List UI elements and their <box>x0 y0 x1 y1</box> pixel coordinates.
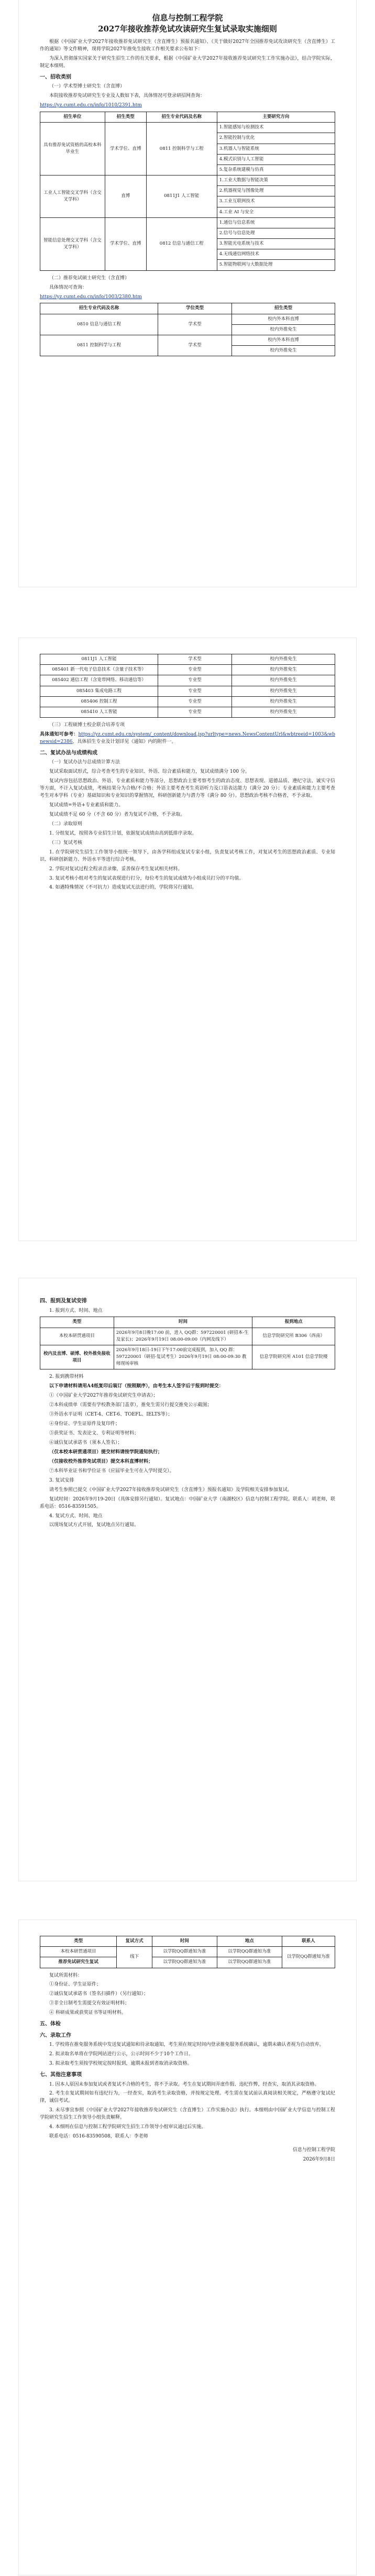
table-cell: 信息学院研究所 B306（西南） <box>252 1328 335 1345</box>
table-cell: 085402 通信工程（含宽带网络、移动通信等） <box>40 675 158 686</box>
materials-item: ①《中国矿业大学2027年推荐免试研究生申请表》； <box>49 1393 158 1399</box>
materials-item: ⑤获奖证书、发表论文、专利证明等材料； <box>49 1431 139 1437</box>
phd-major-table <box>40 112 335 271</box>
contact-line: 联系电话：0516-83590508，联系人：李老师 <box>49 2134 148 2140</box>
section-4-sub2: 2. 报到携带材料 <box>49 1374 84 1380</box>
table-cell: 085403 集成电路工程 <box>40 686 158 696</box>
table-cell: 直博 <box>105 176 146 218</box>
section-2-p1: 复试采取面试形式，综合考查考生的专业知识、外语、综合素质和能力，复试成绩满分 100 分。 <box>49 769 250 775</box>
section-2-p4: 复试成绩不足 60 分（不含 60 分）者为复试不合格，不予录取。 <box>49 812 185 817</box>
section-2-p9: 4. 如遇特殊情况（不可抗力）造成复试无法进行的，学院将另行通知。 <box>49 885 197 891</box>
section-2-p3: 复试成绩=外语+专业素质和能力。 <box>49 803 124 808</box>
table-header: 联系人 <box>282 1936 335 1947</box>
table-cell: 085410 人工智能 <box>40 707 158 717</box>
section-1-heading: 一、招收类别 <box>40 74 71 80</box>
materials-item: ⑦本科毕业证书和学位证书（应届毕业生可在入学时提交）。 <box>49 1468 174 1474</box>
table-cell: 以学院QQ群通知为准 <box>217 1957 282 1968</box>
table-cell: 专业型 <box>158 686 232 696</box>
section-1-sub2-note: 具体情况可查询： <box>49 284 87 290</box>
table-cell: 校内外推免生 <box>231 707 335 717</box>
materials-item: （仅本校本研贯通项目）提交材料请按学院通知执行； <box>49 1449 163 1455</box>
table-cell: 学术型 <box>158 654 232 665</box>
table-cell: 以学院QQ群通知为准 <box>282 1947 335 1968</box>
master-major-table-continued <box>40 654 335 718</box>
table-cell: 学术学位、直博 <box>105 123 146 176</box>
table-header: 类型 <box>40 1936 117 1947</box>
intro-paragraph-2: 为深入贯彻落实国家关于研究生招生工作的有关要求，根据《中国矿业大学2027年接收推荐免试研究生工作实施办法》，结合学院实际，制定本细则。 <box>40 56 335 69</box>
section-5-heading: 五、体检 <box>40 2021 61 2027</box>
section-2-sub1: （一）复试办法与总成绩计算方法 <box>49 760 120 765</box>
table-cell: 085401 新一代电子信息技术（含量子技术等） <box>40 665 158 675</box>
table-cell: 0811 控制科学与工程 <box>40 335 158 356</box>
section-4-sub4: 4. 复试方式、时间、地点 <box>49 1513 103 1519</box>
table-cell: 4.模式识别与人工智能 <box>217 154 335 165</box>
materials-item: ②本科成绩单（需要有学校教务部门盖章），推免生需另行提交推免公示截图； <box>49 1402 212 1408</box>
table-cell: 以学院QQ群通知为准 <box>152 1957 217 1968</box>
section-4-p2: 复试时间：2026年9月19-20日（具体安排另行通知）。复试地点：中国矿业大学（南湖校区）信息与控制工程学院。联系人：胡老师，联系电话：0516-83591505。 <box>40 1496 335 1509</box>
exam-material-item: ①身份证、学生证原件； <box>49 1982 102 1988</box>
section-1-sub2: （二）推荐免试硕士研究生（含直博） <box>49 275 130 281</box>
table-cell: 5.复杂系统建模与仿真 <box>217 165 335 175</box>
section-2-sub3: （三）复试考核 <box>49 840 83 846</box>
table-cell: 2.智能控制与优化 <box>217 133 335 144</box>
table-header: 招生专业代码及名称 <box>146 112 217 123</box>
table-cell: 4.无线通信网络技术 <box>217 249 335 260</box>
table-cell: 1.智能感知与检测技术 <box>217 123 335 133</box>
table-cell: 3.智能光电系统与技术 <box>217 239 335 249</box>
section-4-sub1: 1. 报到方式、时间、地点 <box>49 1308 103 1313</box>
section-2-p6: 1. 在学院研究生招生工作领导小组统一领导下，由各学科组成复试专家小组，负责复试考核工作，对复试考生的思想政治素质、专业知识、科研创新能力、外语水平等进行综合考核。 <box>40 849 335 862</box>
link-label: 具体通知可参考： <box>40 731 79 737</box>
table-cell: 学术型 <box>158 335 232 356</box>
link-tail: 具体招生专业及计划详见《通知》内的附件一。 <box>77 739 177 744</box>
table-header: 报到地点 <box>252 1317 335 1328</box>
document-page-3 <box>19 1278 356 1881</box>
materials-item: ④身份证、学生证原件及复印件； <box>49 1421 120 1427</box>
table-cell: 以学院QQ群通知为准 <box>152 1947 217 1957</box>
admission-item: 2. 拟录取名单将在学院网站进行公示，公示时间不少于10个工作日。 <box>49 2052 193 2057</box>
footer-org: 信息与控制工程学院 <box>292 2147 335 2153</box>
table-cell: 具有推荐免试资格的高校本科毕业生 <box>40 123 105 176</box>
table-cell: 校内外推免生 <box>231 654 335 665</box>
notice-item: 2. 考生在复试期间如有违纪行为，一经查实，取消考生录取资格，并按规定处理。考生需在复试前认真阅读相关规定，严格遵守复试纪律，诚信考试。 <box>40 2091 335 2104</box>
link-master-info[interactable]: https://yz.cumt.edu.cn/info/1003/2380.htm <box>40 294 142 300</box>
table-cell: 智能信息处理交叉学科（含交叉学科） <box>40 217 105 270</box>
exam-material-item: ④ 科研成果或获奖证书等证明材料。 <box>49 2010 126 2016</box>
table-cell: 3.工业互联网技术 <box>217 196 335 207</box>
table-cell: 0811J1 人工智能 <box>40 654 158 665</box>
intro-paragraph-1: 根据《中国矿业大学2027年接收推荐免试研究生（含直博生）预报名通知》、《关于做好2027年全国推荐免试攻读研究生（含直博生）工作的通知》等文件精神，现将学院2027年推免生接收工作相关要求公布如下： <box>40 39 335 52</box>
document-page-1 <box>19 0 356 587</box>
document-page-4 <box>19 1920 356 2575</box>
section-4-heading: 四、报到及复试安排 <box>40 1298 87 1304</box>
table-cell: 校内外推免生 <box>231 346 335 356</box>
section-4-sub3: 3. 复试安排 <box>49 1477 74 1483</box>
exam-material-item: ③非全日制考生需提交有效证明材料； <box>49 2001 130 2007</box>
table-cell: 085406 控制工程 <box>40 696 158 707</box>
table-cell: 3.机器人与智能系统 <box>217 144 335 154</box>
table-header: 招生类型 <box>105 112 146 123</box>
table-header: 学位类型 <box>158 303 232 314</box>
section-1-sub1-note: 本院接收推荐免试研究生专业及人数如下表，具体情况可登录研招网查询： <box>49 93 205 99</box>
table-cell: 专业型 <box>158 665 232 675</box>
table-cell: 校内外本科直博 <box>231 314 335 324</box>
table-header: 时间 <box>152 1936 217 1947</box>
table-cell: 2026年9月8日晚17:00 前，进入 QQ群：597220001 (研招本-生及家长)；2026年9月19日 08:00-09:00（内网及线下） <box>114 1328 252 1345</box>
table-cell: 0811 控制科学与工程 <box>146 123 217 176</box>
table-cell: 2026年9月18日-19日下午17:00前完成报到，加入 QQ 群：597220001（研招-复试考生）2026年9月19日 08:00-09:30 教师现场审核 <box>114 1345 252 1369</box>
document-page-2: 0811J1 人工智能 学术型 校内外推免生 085401 新一代电子信息技术（含量子技术等） 专业型 校内外推免生 085402 通信工程（含宽带网络、移动通信等） 专业型 校内外推免生 085403 集成电路工程 专业型 校内外推免生 085406 控制工程 专业型 校内外推免生 085410 人工智能 专业型 校内外推免生 （三）工程硕博士校企联合培养专项 具体通知可参考：https://yz.cumt.edu.cn/system/_content/download.jsp?urltype=news.NewsContentUrl&wbtreeid=1003&wbnewsid=2386，具体招生专业及计划详见《通知》内的附件一。 二、复试办法与成绩构成 （一）复试办法与总成绩计算方法 复试采取面试形式，综合考查考生的专业知识、外语、综合素质和能力，复试成绩满分 100 分。 复试内容包括思想政治、外语、专业素质和能力等部分，思想政治主要考察考生的政治态度、思想表现、道德品质、遵纪守法、诚实守信等方面，不计入复试成绩，考核结果分为合格/不合格；外语主要考查考生英语听力及口语表达能力（满分 20 分）；专业素质和能力主要考查考生对本学科（专业）基础知识和专业知识的掌握情况，科研创新能力与潜力等（满分 80 分）。思想政治考核不合格者，不予录取。 复试成绩=外语+专业素质和能力。 复试成绩不足 60 分（不含 60 分）者为复试不合格，不予录取。 （二）录取原则 1. 分组复试，按照各专业招生计划，依据复试成绩由高到低排序录取。 （三）复试考核 1. 在学院研究生招生工作领导小组统一领导下，由各学科组成复试专家小组，负责复试考核工作，对复试考生的思想政治素质、专业知识、科研创新能力、外语水平等进行综合考核。 2. 学院对复试过程全程录音录像，妥善保存考生复试相关材料。 3. 复试考核小组对考生的复试表现进行打分，每位考生的复试成绩为小组成员打分的平均值。 4. 如遇特殊情况（不可抗力）造成复试无法进行的，学院将另行通知。 <box>19 638 356 1241</box>
table-cell: 0811J1 人工智能 <box>146 176 217 218</box>
admission-item: 1. 学校将在推免服务系统中发送复试通知和待录取通知，考生须在规定时间内登录推免服务系统确认，逾期未确认者视为自动放弃。 <box>49 2042 324 2048</box>
table-cell: 校内外推免生 <box>231 686 335 696</box>
section-5-p0: 复试所需材料： <box>49 1972 83 1978</box>
table-cell: 专业型 <box>158 707 232 717</box>
table-cell: 1.工业大数据与智能决策 <box>217 176 335 186</box>
materials-item: 以下申请材料请用A4纸复印后装订（按照顺序），由考生本人签字后于报到时提交： <box>49 1384 224 1389</box>
table-cell: 专业型 <box>158 675 232 686</box>
table-cell: 学术型 <box>158 314 232 335</box>
table-cell: 2.信号与信息处理 <box>217 228 335 238</box>
table-header: 招生专业代码及名称 <box>40 303 158 314</box>
table-header: 主要研究方向 <box>217 112 335 123</box>
table-cell: 2.机器视觉与图像处理 <box>217 186 335 196</box>
section-2-p7: 2. 学院对复试过程全程录音录像，妥善保存考生复试相关材料。 <box>49 866 183 872</box>
section-2-p5: 1. 分组复试，按照各专业招生计划，依据复试成绩由高到低排序录取。 <box>49 830 197 836</box>
table-cell: 校内及直博、硕博、校外推免接收项目 <box>40 1345 114 1369</box>
table-header: 时间 <box>114 1317 252 1328</box>
materials-item: ③外语水平证明（CET-4、CET-6、TOEFL、IELTS等）； <box>49 1412 173 1418</box>
notice-item: 1. 因本人原因未参加复试或者复试不合格的考生，将不予录取。考生在复试期间弄虚作假、违纪作弊，经查实，取消其录取资格。 <box>49 2081 319 2087</box>
admission-item: 3. 拟录取考生须按学校规定按时报到，逾期未报到者取消录取资格。 <box>49 2061 192 2067</box>
table-header: 招生类型 <box>231 303 335 314</box>
section-4-p1: 请考生参照已提交《中国矿业大学2027年接收推荐免试研究生（含直博生）预报名通知》及学院相关安排参加复试。 <box>49 1487 292 1493</box>
table-header: 复试方式 <box>117 1936 152 1947</box>
section-1-sub1: （一）学术型博士研究生（含直博） <box>49 84 125 90</box>
table-cell: 本校本研贯通项目 <box>40 1328 114 1345</box>
table-cell: 校内外推免生 <box>231 324 335 335</box>
footer-date: 2026年9月8日 <box>303 2157 335 2163</box>
notice-item: 3. 未尽事宜参照《中国矿业大学2027年接收推荐免试研究生（含直博生）工作实施办法》执行。本细则由中国矿业大学信息与控制工程学院研究生招生工作领导小组负责解释。 <box>40 2108 335 2121</box>
master-major-table <box>40 303 335 356</box>
link-joint-program[interactable]: https://yz.cumt.edu.cn/system/_content/download.jsp?urltype=news.NewsContentUrl&wbtreeid=1003&wbnewsid=2386 <box>40 731 335 744</box>
table-cell: 0812 信息与通信工程 <box>146 217 217 270</box>
table-header: 招生单位 <box>40 112 105 123</box>
table-cell: 工业人工智能交叉学科（含交叉学科） <box>40 176 105 218</box>
table-cell: 校内外推免生 <box>231 696 335 707</box>
page-title-line1: 信息与控制工程学院 <box>152 13 223 23</box>
table-header: 类型 <box>40 1317 114 1328</box>
page-title-line2: 2027年接收推荐免试攻读研究生复试录取实施细则 <box>98 24 277 34</box>
materials-item: ⑥诚信复试承诺书（须本人签名）； <box>49 1440 123 1446</box>
section-4-p3: 以现场复试方式开展，复试地点另行通知。 <box>49 1522 139 1528</box>
table-cell: 4.工业 AI 与安全 <box>217 207 335 217</box>
section-2-p2: 复试内容包括思想政治、外语、专业素质和能力等部分，思想政治主要考察考生的政治态度、思想表现、道德品质、遵纪守法、诚实守信等方面，不计入复试成绩，考核结果分为合格/不合格；外语主要考查考生英语听力及口语表达能力（满分 20 分）；专业素质和能力主要考查考生对本学科（专业）基础知识和专业知识的掌握情况，科研创新能力与潜力等（满分 80 分）。思想政治考核不合格者，不予录取。 <box>40 779 335 799</box>
section-2-heading: 二、复试办法与成绩构成 <box>40 750 97 756</box>
materials-item: （仅接收校外推荐免试项目）提交本科直博材料； <box>49 1459 153 1464</box>
table-cell: 0810 信息与通信工程 <box>40 314 158 335</box>
section-6-heading: 六、录取工作 <box>40 2032 71 2038</box>
notice-item: 4. 本细则在信息与控制工程学院研究生招生工作领导小组审议通过后实施。 <box>49 2124 206 2130</box>
table-cell: 本校本研贯通项目 <box>40 1947 117 1957</box>
link-phd-info[interactable]: https://yz.cumt.edu.cn/info/1010/2391.htm <box>40 103 142 108</box>
table-cell: 信息学院研究所 A101 信息学院楼 <box>252 1345 335 1369</box>
checkin-table <box>40 1317 335 1369</box>
table-cell: 学术学位、直博 <box>105 217 146 270</box>
section-2-sub2: （二）录取原则 <box>49 821 83 827</box>
table-cell: 线下 <box>117 1947 152 1968</box>
section-1-sub3: （三）工程硕博士校企联合培养专项 <box>49 722 125 728</box>
section-2-p8: 3. 复试考核小组对考生的复试表现进行打分，每位考生的复试成绩为小组成员打分的平均值。 <box>49 875 244 881</box>
table-cell: 1.通信与信息系统 <box>217 217 335 228</box>
exam-material-item: ②诚信复试承诺书（签名扫描件）（另行通知）； <box>49 1991 149 1997</box>
table-cell: 校内外本科直博 <box>231 335 335 345</box>
table-cell: 校内外推免生 <box>231 665 335 675</box>
section-7-heading: 七、其他注意事项 <box>40 2072 82 2078</box>
table-cell: 推荐免试研究生复试 <box>40 1957 117 1968</box>
table-header: 地点 <box>217 1936 282 1947</box>
table-cell: 以学院QQ群通知为准 <box>217 1947 282 1957</box>
table-cell: 专业型 <box>158 696 232 707</box>
table-cell: 校内外推免生 <box>231 675 335 686</box>
table-cell: 5.智能物联网与大数据处理 <box>217 260 335 270</box>
interview-table <box>40 1936 335 1968</box>
